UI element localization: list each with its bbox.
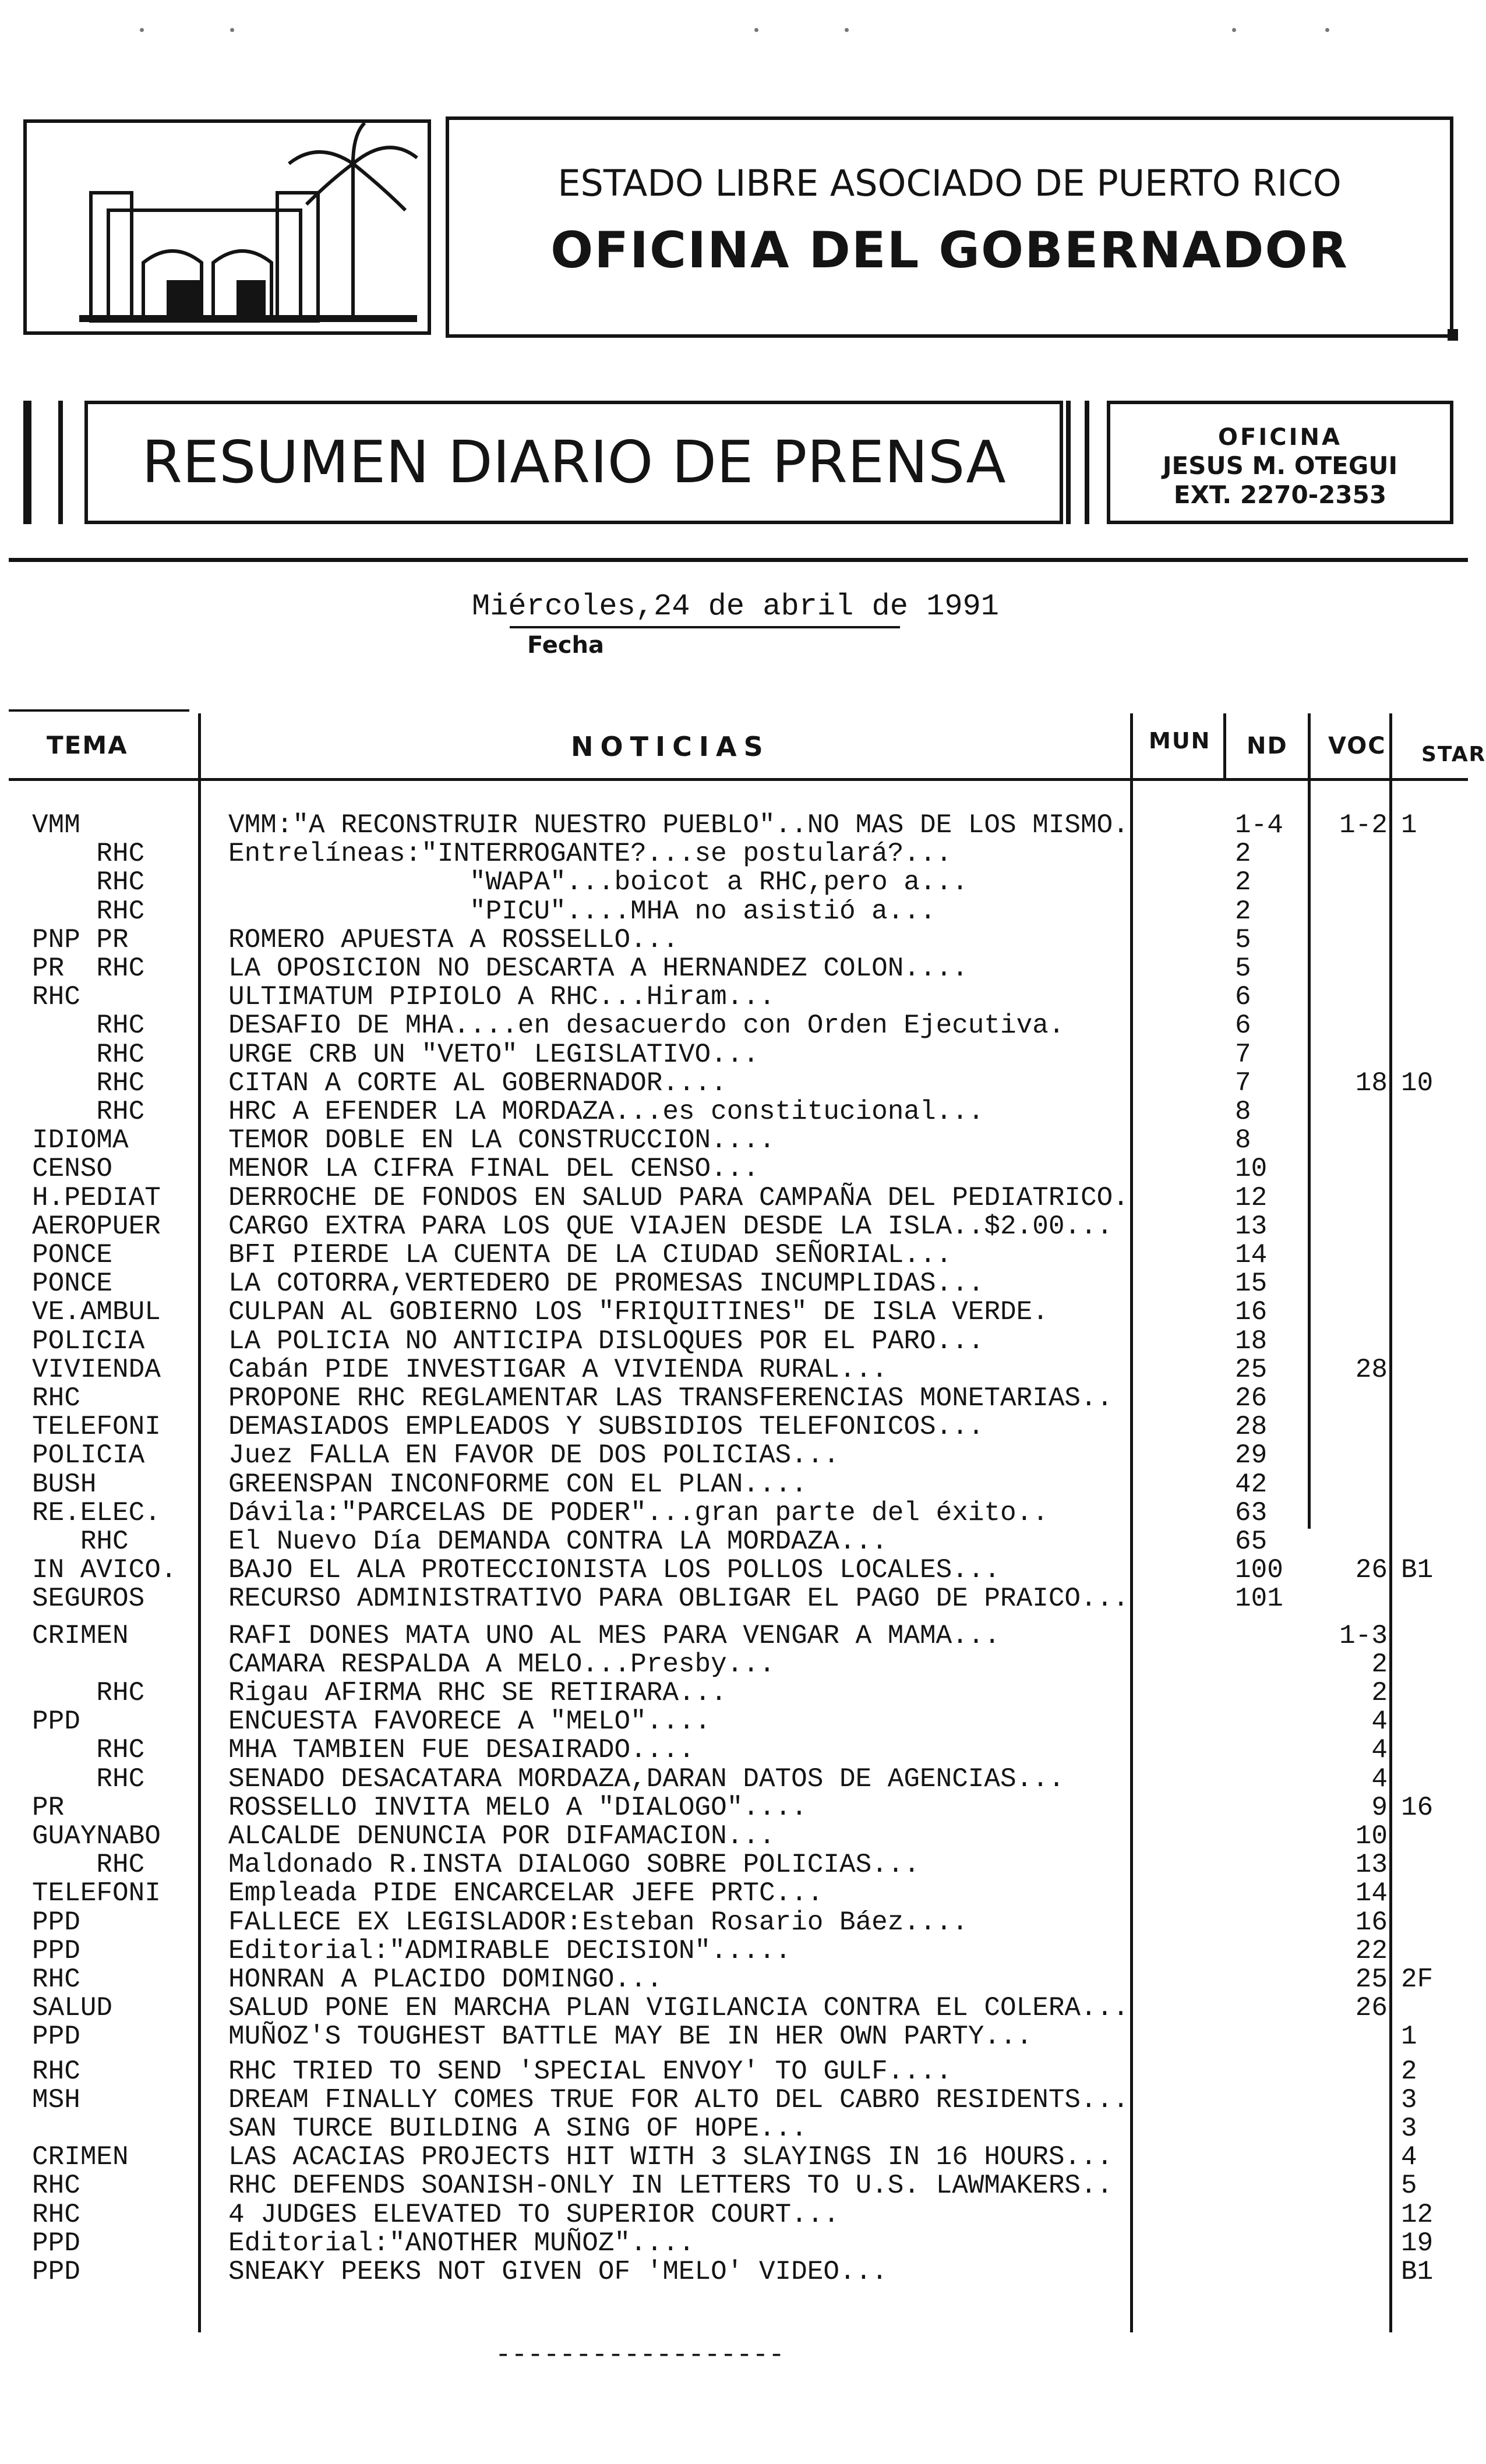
- row-noticia: LA COTORRA,VERTEDERO DE PROMESAS INCUMPLIDAS...: [228, 1268, 984, 1299]
- row-nd: 29: [1235, 1440, 1268, 1470]
- row-star: 10: [1401, 1068, 1434, 1098]
- scan-speck: [140, 28, 144, 32]
- table-row: [0, 955, 1474, 983]
- row-noticia: Rigau AFIRMA RHC SE RETIRARA...: [228, 1678, 727, 1708]
- row-noticia: DREAM FINALLY COMES TRUE FOR ALTO DEL CABRO RESIDENTS...: [228, 2085, 1129, 2115]
- row-noticia: RHC DEFENDS SOANISH-ONLY IN LETTERS TO U.S. LAWMAKERS..: [228, 2170, 1113, 2201]
- row-voc: 18: [1355, 1068, 1388, 1098]
- row-noticia: MENOR LA CIFRA FINAL DEL CENSO...: [228, 1154, 759, 1184]
- table-row: [0, 983, 1474, 1012]
- row-nd: 6: [1235, 982, 1251, 1012]
- table-row: [0, 1622, 1474, 1650]
- row-voc: 2: [1371, 1649, 1388, 1680]
- row-nd: 18: [1235, 1326, 1268, 1356]
- row-star: 2F: [1401, 1964, 1434, 1995]
- row-noticia: 4 JUDGES ELEVATED TO SUPERIOR COURT...: [228, 2200, 839, 2230]
- row-nd: 65: [1235, 1526, 1268, 1557]
- row-tema: IDIOMA: [32, 1125, 129, 1155]
- row-noticia: MUÑOZ'S TOUGHEST BATTLE MAY BE IN HER OWN PARTY...: [228, 2021, 1033, 2052]
- table-row: [0, 1736, 1474, 1765]
- col-header-star: STAR: [1421, 743, 1486, 766]
- table-row: [0, 840, 1474, 868]
- row-nd: 14: [1235, 1240, 1268, 1270]
- row-nd: 101: [1235, 1583, 1283, 1614]
- table-row: [0, 2086, 1474, 2115]
- row-star: 1: [1401, 2021, 1417, 2052]
- banner-bar-right: [1066, 401, 1071, 524]
- table-row: [0, 1879, 1474, 1908]
- row-noticia: Cabán PIDE INVESTIGAR A VIVIENDA RURAL...: [228, 1355, 888, 1385]
- date-value: Miércoles,24 de abril de 1991: [472, 589, 999, 624]
- row-tema: POLICIA: [32, 1326, 145, 1356]
- table-row: [0, 1413, 1474, 1441]
- table-row: [0, 2201, 1474, 2229]
- row-noticia: SALUD PONE EN MARCHA PLAN VIGILANCIA CONTRA EL COLERA...: [228, 1993, 1129, 2023]
- row-nd: 2: [1235, 867, 1251, 897]
- row-nd: 8: [1235, 1097, 1251, 1127]
- row-tema: RHC: [32, 1964, 80, 1995]
- row-nd: 6: [1235, 1010, 1251, 1041]
- table-row: [0, 1650, 1474, 1679]
- row-nd: 16: [1235, 1297, 1268, 1327]
- row-noticia: RECURSO ADMINISTRATIVO PARA OBLIGAR EL PAGO DE PRAICO...: [228, 1583, 1129, 1614]
- date-label: Fecha: [527, 632, 605, 659]
- row-nd: 25: [1235, 1355, 1268, 1385]
- table-row: [0, 1012, 1474, 1040]
- row-noticia: CAMARA RESPALDA A MELO...Presby...: [228, 1649, 775, 1680]
- row-noticia: CULPAN AL GOBIERNO LOS "FRIQUITINES" DE ISLA VERDE.: [228, 1297, 1049, 1327]
- scan-speck: [1325, 28, 1329, 32]
- table-row: [0, 1851, 1474, 1879]
- row-noticia: Dávila:"PARCELAS DE PODER"...gran parte del éxito..: [228, 1498, 1049, 1528]
- table-row: [0, 1765, 1474, 1794]
- logo-frame: [23, 119, 431, 335]
- tema-overline: [9, 709, 189, 712]
- row-noticia: SENADO DESACATARA MORDAZA,DARAN DATOS DE AGENCIAS...: [228, 1764, 1065, 1794]
- row-tema: BUSH: [32, 1469, 97, 1500]
- table-row: [0, 1126, 1474, 1155]
- table-row: [0, 2229, 1474, 2258]
- row-tema: RHC: [32, 1850, 145, 1880]
- row-star: 12: [1401, 2200, 1434, 2230]
- row-noticia: DESAFIO DE MHA....en desacuerdo con Orden Ejecutiva.: [228, 1010, 1065, 1041]
- table-row: [0, 1212, 1474, 1241]
- row-voc: 13: [1355, 1850, 1388, 1880]
- row-star: 5: [1401, 2170, 1417, 2201]
- row-tema: H.PEDIAT: [32, 1183, 161, 1213]
- row-noticia: Juez FALLA EN FAVOR DE DOS POLICIAS...: [228, 1440, 839, 1470]
- row-noticia: PROPONE RHC REGLAMENTAR LAS TRANSFERENCIAS MONETARIAS..: [228, 1383, 1113, 1413]
- row-nd: 13: [1235, 1211, 1268, 1242]
- row-star: 2: [1401, 2056, 1417, 2087]
- row-star: 3: [1401, 2113, 1417, 2144]
- row-tema: RHC: [32, 896, 145, 927]
- table-row: [0, 1937, 1474, 1965]
- row-voc: 16: [1355, 1907, 1388, 1938]
- row-noticia: RHC TRIED TO SEND 'SPECIAL ENVOY' TO GULF....: [228, 2056, 952, 2087]
- row-nd: 28: [1235, 1412, 1268, 1442]
- row-noticia: El Nuevo Día DEMANDA CONTRA LA MORDAZA...: [228, 1526, 888, 1557]
- table-row: [0, 2023, 1474, 2051]
- table-row: [0, 1994, 1474, 2023]
- row-noticia: Maldonado R.INSTA DIALOGO SOBRE POLICIAS...: [228, 1850, 920, 1880]
- row-tema: RHC: [32, 1010, 145, 1041]
- row-tema: CENSO: [32, 1154, 113, 1184]
- table-row: [0, 1556, 1474, 1585]
- row-tema: RHC: [32, 1097, 145, 1127]
- row-star: B1: [1401, 1555, 1434, 1585]
- row-tema: SEGUROS: [32, 1583, 145, 1614]
- row-tema: RHC: [32, 1068, 145, 1098]
- table-row: [0, 1270, 1474, 1298]
- row-nd: 1-4: [1235, 810, 1283, 840]
- row-noticia: "WAPA"...boicot a RHC,pero a...: [228, 867, 968, 897]
- frame-corner: [1448, 329, 1458, 341]
- row-tema: VIVIENDA: [32, 1355, 161, 1385]
- row-noticia: ROSSELLO INVITA MELO A "DIALOGO"....: [228, 1793, 807, 1823]
- row-nd: 2: [1235, 896, 1251, 927]
- row-nd: 12: [1235, 1183, 1268, 1213]
- row-star: 1: [1401, 810, 1417, 840]
- table-row: [0, 2058, 1474, 2086]
- office-label: OFICINA: [1218, 424, 1342, 451]
- row-nd: 7: [1235, 1040, 1251, 1070]
- header-line1: ESTADO LIBRE ASOCIADO DE PUERTO RICO: [557, 162, 1342, 204]
- building-with-palm-tree-logo: [27, 123, 428, 331]
- table-row: [0, 1098, 1474, 1126]
- row-nd: 5: [1235, 953, 1251, 984]
- row-tema: IN AVICO.: [32, 1555, 177, 1585]
- row-star: 19: [1401, 2228, 1434, 2258]
- row-tema: SALUD: [32, 1993, 113, 2023]
- row-voc: 4: [1371, 1706, 1388, 1737]
- row-noticia: "PICU"....MHA no asistió a...: [228, 896, 936, 927]
- row-tema: RHC: [32, 1383, 80, 1413]
- table-row: [0, 1965, 1474, 1994]
- table-row: [0, 2115, 1474, 2143]
- row-noticia: CARGO EXTRA PARA LOS QUE VIAJEN DESDE LA ISLA..$2.00...: [228, 1211, 1113, 1242]
- row-noticia: DERROCHE DE FONDOS EN SALUD PARA CAMPAÑA DEL PEDIATRICO.: [228, 1183, 1129, 1213]
- scan-speck: [1232, 28, 1236, 32]
- row-noticia: ROMERO APUESTA A ROSSELLO...: [228, 925, 679, 955]
- scan-speck: [754, 28, 758, 32]
- row-noticia: DEMASIADOS EMPLEADOS Y SUBSIDIOS TELEFONICOS...: [228, 1412, 984, 1442]
- row-voc: 26: [1355, 1993, 1388, 2023]
- row-star: B1: [1401, 2257, 1434, 2287]
- col-header-voc: VOC: [1328, 733, 1386, 759]
- row-noticia: VMM:"A RECONSTRUIR NUESTRO PUEBLO"..NO MAS DE LOS MISMO.: [228, 810, 1129, 840]
- col-divider-mun: [1223, 713, 1226, 780]
- row-tema: PPD: [32, 2228, 80, 2258]
- table-row: [0, 1528, 1474, 1556]
- row-tema: RHC: [32, 867, 145, 897]
- row-noticia: HONRAN A PLACIDO DOMINGO...: [228, 1964, 663, 1995]
- table-row: [0, 1155, 1474, 1183]
- row-noticia: SNEAKY PEEKS NOT GIVEN OF 'MELO' VIDEO...: [228, 2257, 888, 2287]
- table-row: [0, 1708, 1474, 1736]
- row-voc: 14: [1355, 1878, 1388, 1908]
- row-noticia: BAJO EL ALA PROTECCIONISTA LOS POLLOS LOCALES...: [228, 1555, 1001, 1585]
- row-voc: 10: [1355, 1821, 1388, 1851]
- row-noticia: ULTIMATUM PIPIOLO A RHC...Hiram...: [228, 982, 775, 1012]
- table-row: [0, 1499, 1474, 1528]
- row-noticia: URGE CRB UN "VETO" LEGISLATIVO...: [228, 1040, 759, 1070]
- row-voc: 4: [1371, 1735, 1388, 1765]
- office-ext: EXT. 2270-2353: [1173, 480, 1387, 509]
- table-row: [0, 1794, 1474, 1822]
- table-header-rule: [9, 778, 1468, 781]
- table-row: [0, 2143, 1474, 2172]
- row-voc: 22: [1355, 1936, 1388, 1966]
- col-header-noticias: NOTICIAS: [571, 731, 770, 762]
- row-nd: 100: [1235, 1555, 1283, 1585]
- row-tema: PR: [32, 1793, 65, 1823]
- row-tema: RE.ELEC.: [32, 1498, 161, 1528]
- row-tema: PR RHC: [32, 953, 145, 984]
- table-row: [0, 1041, 1474, 1069]
- row-tema: RHC: [32, 2056, 80, 2087]
- table-row: [0, 1356, 1474, 1384]
- row-voc: 25: [1355, 1964, 1388, 1995]
- row-noticia: CITAN A CORTE AL GOBERNADOR....: [228, 1068, 727, 1098]
- row-tema: PNP PR: [32, 925, 129, 955]
- table-row: [0, 811, 1474, 840]
- row-noticia: ENCUESTA FAVORECE A "MELO"....: [228, 1706, 711, 1737]
- row-tema: PONCE: [32, 1240, 113, 1270]
- table-row: [0, 1470, 1474, 1499]
- row-star: 4: [1401, 2142, 1417, 2172]
- banner-bar-left-inner: [58, 401, 63, 524]
- row-nd: 2: [1235, 839, 1251, 869]
- row-nd: 63: [1235, 1498, 1268, 1528]
- table-row: [0, 868, 1474, 897]
- row-tema: MSH: [32, 2085, 80, 2115]
- scan-speck: [845, 28, 849, 32]
- banner-bar-left: [23, 401, 31, 524]
- footer-rule: ------------------: [495, 2340, 785, 2370]
- table-row: [0, 1069, 1474, 1098]
- header-line2: OFICINA DEL GOBERNADOR: [550, 221, 1349, 280]
- row-tema: TELEFONI: [32, 1412, 161, 1442]
- col-header-nd: ND: [1247, 733, 1288, 759]
- row-tema: POLICIA: [32, 1440, 145, 1470]
- table-row: [0, 1441, 1474, 1470]
- row-voc: 9: [1371, 1793, 1388, 1823]
- row-voc: 1-2: [1339, 810, 1388, 840]
- row-tema: VMM: [32, 810, 80, 840]
- table-row: [0, 1585, 1474, 1613]
- row-noticia: MHA TAMBIEN FUE DESAIRADO....: [228, 1735, 695, 1765]
- table-row: [0, 926, 1474, 955]
- row-nd: 7: [1235, 1068, 1251, 1098]
- row-tema: CRIMEN: [32, 2142, 129, 2172]
- row-noticia: LAS ACACIAS PROJECTS HIT WITH 3 SLAYINGS IN 16 HOURS...: [228, 2142, 1113, 2172]
- row-tema: RHC: [32, 1735, 145, 1765]
- row-noticia: Entrelíneas:"INTERROGANTE?...se postulará?...: [228, 839, 952, 869]
- table-row: [0, 1298, 1474, 1327]
- row-tema: RHC: [32, 2170, 80, 2201]
- row-tema: CRIMEN: [32, 1621, 129, 1651]
- col-header-mun: MUN: [1149, 728, 1211, 754]
- row-tema: RHC: [32, 2200, 80, 2230]
- row-noticia: Editorial:"ADMIRABLE DECISION".....: [228, 1936, 792, 1966]
- banner-rule: [9, 558, 1468, 562]
- table-row: [0, 1822, 1474, 1851]
- row-nd: 8: [1235, 1125, 1251, 1155]
- row-tema: PPD: [32, 2257, 80, 2287]
- table-row: [0, 1384, 1474, 1413]
- row-tema: RHC: [32, 1040, 145, 1070]
- table-row: [0, 897, 1474, 926]
- banner-bar-right-inner: [1085, 401, 1089, 524]
- row-noticia: FALLECE EX LEGISLADOR:Esteban Rosario Báez....: [228, 1907, 968, 1938]
- row-noticia: LA POLICIA NO ANTICIPA DISLOQUES POR EL PARO...: [228, 1326, 984, 1356]
- date-underline: [510, 626, 900, 628]
- row-tema: PPD: [32, 1936, 80, 1966]
- row-noticia: ALCALDE DENUNCIA POR DIFAMACION...: [228, 1821, 775, 1851]
- row-noticia: GREENSPAN INCONFORME CON EL PLAN....: [228, 1469, 807, 1500]
- row-noticia: HRC A EFENDER LA MORDAZA...es constitucional...: [228, 1097, 984, 1127]
- scan-speck: [230, 28, 234, 32]
- row-tema: TELEFONI: [32, 1878, 161, 1908]
- table-row: [0, 1327, 1474, 1356]
- table-row: [0, 1908, 1474, 1937]
- row-star: 3: [1401, 2085, 1417, 2115]
- row-tema: RHC: [32, 982, 80, 1012]
- table-row: [0, 1679, 1474, 1708]
- row-tema: RHC: [32, 839, 145, 869]
- row-noticia: BFI PIERDE LA CUENTA DE LA CIUDAD SEÑORIAL...: [228, 1240, 952, 1270]
- row-voc: 28: [1355, 1355, 1388, 1385]
- row-voc: 1-3: [1339, 1621, 1388, 1651]
- table-row: [0, 2172, 1474, 2200]
- row-nd: 26: [1235, 1383, 1268, 1413]
- office-name: JESUS M. OTEGUI: [1162, 451, 1398, 480]
- row-tema: PPD: [32, 2021, 80, 2052]
- row-tema: RHC: [32, 1764, 145, 1794]
- row-tema: VE.AMBUL: [32, 1297, 161, 1327]
- row-tema: AEROPUER: [32, 1211, 161, 1242]
- row-tema: GUAYNABO: [32, 1821, 161, 1851]
- row-nd: 5: [1235, 925, 1251, 955]
- row-voc: 4: [1371, 1764, 1388, 1794]
- row-tema: RHC: [32, 1526, 129, 1557]
- row-tema: RHC: [32, 1678, 145, 1708]
- row-noticia: TEMOR DOBLE EN LA CONSTRUCCION....: [228, 1125, 775, 1155]
- row-voc: 26: [1355, 1555, 1388, 1585]
- row-nd: 10: [1235, 1154, 1268, 1184]
- table-row: [0, 2258, 1474, 2286]
- row-nd: 15: [1235, 1268, 1268, 1299]
- row-voc: 2: [1371, 1678, 1388, 1708]
- table-row: [0, 1184, 1474, 1212]
- row-tema: PPD: [32, 1706, 80, 1737]
- row-noticia: Editorial:"ANOTHER MUÑOZ"....: [228, 2228, 695, 2258]
- row-noticia: Empleada PIDE ENCARCELAR JEFE PRTC...: [228, 1878, 824, 1908]
- row-noticia: RAFI DONES MATA UNO AL MES PARA VENGAR A MAMA...: [228, 1621, 1001, 1651]
- table-row: [0, 1241, 1474, 1270]
- row-tema: PONCE: [32, 1268, 113, 1299]
- row-nd: 42: [1235, 1469, 1268, 1500]
- banner-title: RESUMEN DIARIO DE PRENSA: [142, 428, 1006, 496]
- row-noticia: SAN TURCE BUILDING A SING OF HOPE...: [228, 2113, 807, 2144]
- row-noticia: LA OPOSICION NO DESCARTA A HERNANDEZ COLON....: [228, 953, 968, 984]
- row-star: 16: [1401, 1793, 1434, 1823]
- col-header-tema: TEMA: [47, 731, 128, 759]
- row-tema: PPD: [32, 1907, 80, 1938]
